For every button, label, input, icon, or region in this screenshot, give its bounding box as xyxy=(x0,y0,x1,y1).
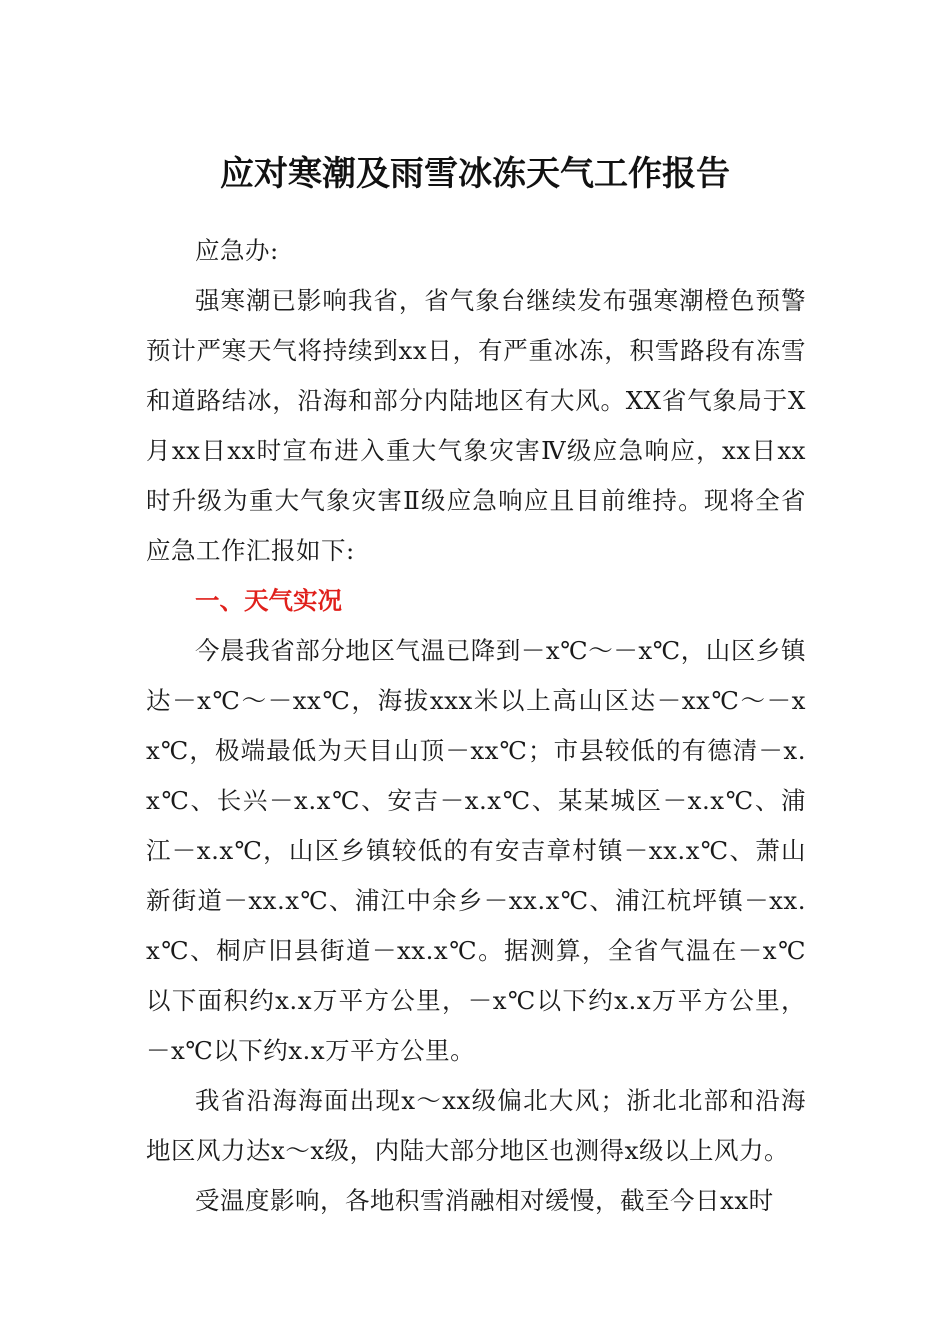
weather-wind-paragraph: 我省沿海海面出现x～xx级偏北大风；浙北北部和沿海地区风力达x～x级，内陆大部分地区也测得x级以上风力。 xyxy=(146,1086,806,1165)
salutation: 应急办: xyxy=(195,236,279,265)
section-heading-weather: 一、天气实况 xyxy=(195,586,342,615)
intro-paragraph: 强寒潮已影响我省，省气象台继续发布强寒潮橙色预警预计严寒天气将持续到xx日，有严重冰冻，积雪路段有冻雪和道路结冰，沿海和部分内陆地区有大风。XX省气象局于X月xx日xx时宣布进入重大气象灾害Ⅳ级应急响应，xx日xx时升级为重大气象灾害Ⅱ级应急响应且目前维持。现将全省应急工作汇报如下: xyxy=(146,286,806,565)
weather-snow-paragraph: 受温度影响，各地积雪消融相对缓慢，截至今日xx时 xyxy=(195,1186,774,1215)
document-body xyxy=(146,226,806,1226)
document-title: 应对寒潮及雨雪冰冻天气工作报告 xyxy=(220,154,730,194)
weather-temperature-paragraph: 今晨我省部分地区气温已降到－x℃～－x℃，山区乡镇达－x℃～－xx℃，海拔xxx米以上高山区达－xx℃～－xx℃，极端最低为天目山顶－xx℃；市县较低的有德清－x.x℃、长兴－x.x℃、安吉－x.x℃、某某城区－x.x℃、浦江－x.x℃，山区乡镇较低的有安吉章村镇－xx.x℃、萧山新街道－xx.x℃、浦江中余乡－xx.x℃、浦江杭坪镇－xx.x℃、桐庐旧县街道－xx.x℃。据测算，全省气温在－x℃以下面积约x.x万平方公里，－x℃以下约x.x万平方公里，－x℃以下约x.x万平方公里。 xyxy=(146,636,806,1065)
